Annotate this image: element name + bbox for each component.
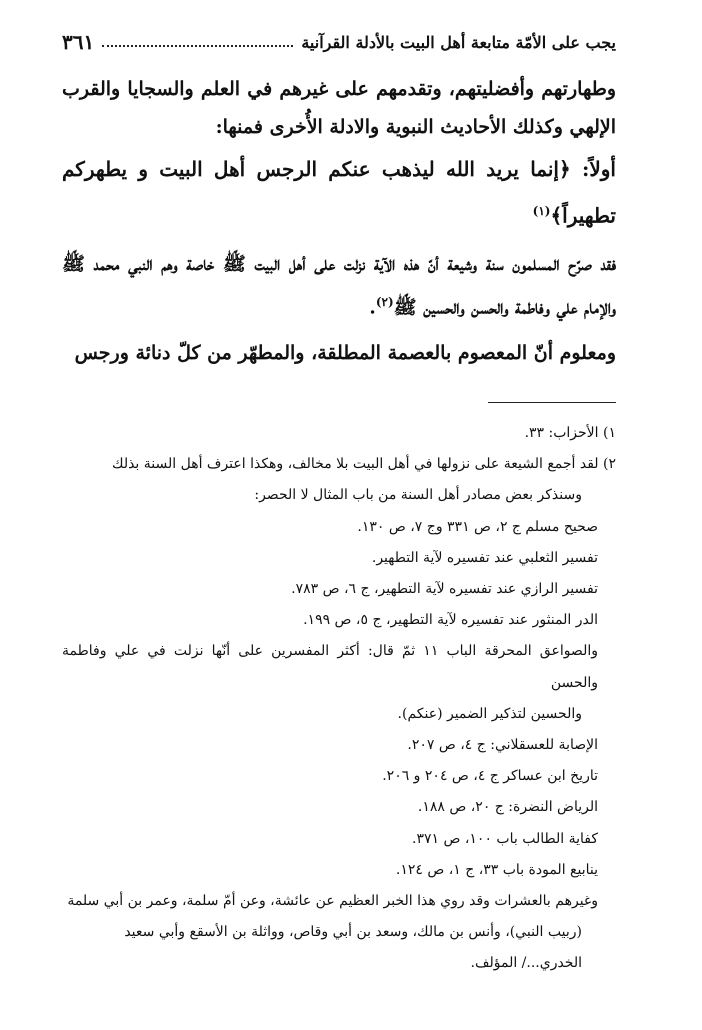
- footnote-ref-1: (١): [532, 204, 551, 218]
- source-9: كفاية الطالب باب ١٠٠، ص ٣٧١.: [412, 830, 598, 847]
- closing-line-2: (ربيب النبي)، وأنس بن مالك، وسعد بن أبي وقاص، وواثلة بن الأسقع وأبي سعيد: [124, 924, 582, 941]
- page-number: ٣٦١: [62, 30, 95, 54]
- verse-intro: أولاً:: [570, 157, 616, 181]
- closing-line-3: الخدري.../ المؤلف.: [470, 955, 582, 972]
- paragraph-1: وطهارتهم وأفضليتهم، وتقدمهم على غيرهم في العلم والسجايا والقرب الإلهي وكذلك الأحاديث النبوية والادلة الأُخرى فمنها:: [62, 78, 616, 138]
- source-5-line-1: والصواعق المحرقة الباب ١١ ثمّ قال: أكثر المفسرين على أنّها نزلت في علي وفاطمة والحسن: [62, 643, 598, 691]
- page-header: [62, 28, 616, 56]
- running-title: يجب على الأمّة متابعة أهل البيت بالأدلة القرآنية: [301, 32, 616, 52]
- source-1: صحيح مسلم ج ٢، ص ٣٣١ وج ٧، ص ١٣٠.: [357, 518, 598, 535]
- main-text: [62, 70, 616, 372]
- source-5-line-2: والحسين لتذكير الضمير (عنكم).: [397, 705, 582, 722]
- footnote-2-line-2: وسنذكر بعض مصادر أهل السنة من باب المثال لا الحصر:: [254, 487, 582, 504]
- paragraph-2: فقد صرّح المسلمون سنة وشيعة أنّ هذه الآية نزلت على أهل البيت ﷺ خاصة وهم النبي محمد ﷺ والإمام علي وفاطمة والحسن والحسين ﷺ$^{(٢)}$.: [62, 252, 616, 318]
- footnote-2-line-1: ٢) لقد أجمع الشيعة على نزولها في أهل البيت بلا مخالف، وهكذا اعترف أهل السنة بذلك: [112, 456, 616, 473]
- source-4: الدر المنثور عند تفسيره لآية التطهير، ج ٥، ص ١٩٩.: [303, 612, 598, 629]
- source-10: ينابيع المودة باب ٣٣، ج ١، ص ١٢٤.: [395, 861, 598, 878]
- paragraph-3: ومعلوم أنّ المعصوم بالعصمة المطلقة، والمطهّر من كلّ دنائة ورجس: [74, 341, 616, 364]
- closing-line-1: وغيرهم بالعشرات وقد روي هذا الخبر العظيم عن عائشة، وعن أمّ سلمة، وعمر بن أبي سلمة: [67, 893, 598, 910]
- footnote-1: ١) الأحزاب: ٣٣.: [524, 425, 616, 441]
- footnotes: [62, 418, 616, 980]
- footnote-separator: [488, 402, 616, 403]
- source-3: تفسير الرازي عند تفسيره لآية التطهير، ج ٦، ص ٧٨٣.: [291, 581, 598, 598]
- source-6: الإصابة للعسقلاني: ج ٤، ص ٢٠٧.: [407, 737, 598, 754]
- quran-verse-paragraph: [62, 148, 616, 237]
- source-7: تاريخ ابن عساكر ج ٤، ص ٢٠٤ و ٢٠٦.: [382, 768, 598, 785]
- source-8: الرياض النضرة: ج ٢٠، ص ١٨٨.: [417, 799, 598, 816]
- source-2: تفسير الثعلبي عند تفسيره لآية التطهير.: [371, 549, 598, 566]
- quran-verse: ﴿إنما يريد الله ليذهب عنكم الرجس أهل البيت و يطهركم تطهيراً﴾: [62, 157, 616, 228]
- footnote-ref-2: (٢): [375, 294, 394, 309]
- header-leader-dots: [102, 45, 293, 47]
- paragraph-2-text: فقد صرّح المسلمون سنة وشيعة أنّ هذه الآية نزلت على أهل البيت ﷺ خاصة وهم النبي محمد ﷺ والإمام علي وفاطمة والحسن والحسين ﷺ: [62, 252, 616, 318]
